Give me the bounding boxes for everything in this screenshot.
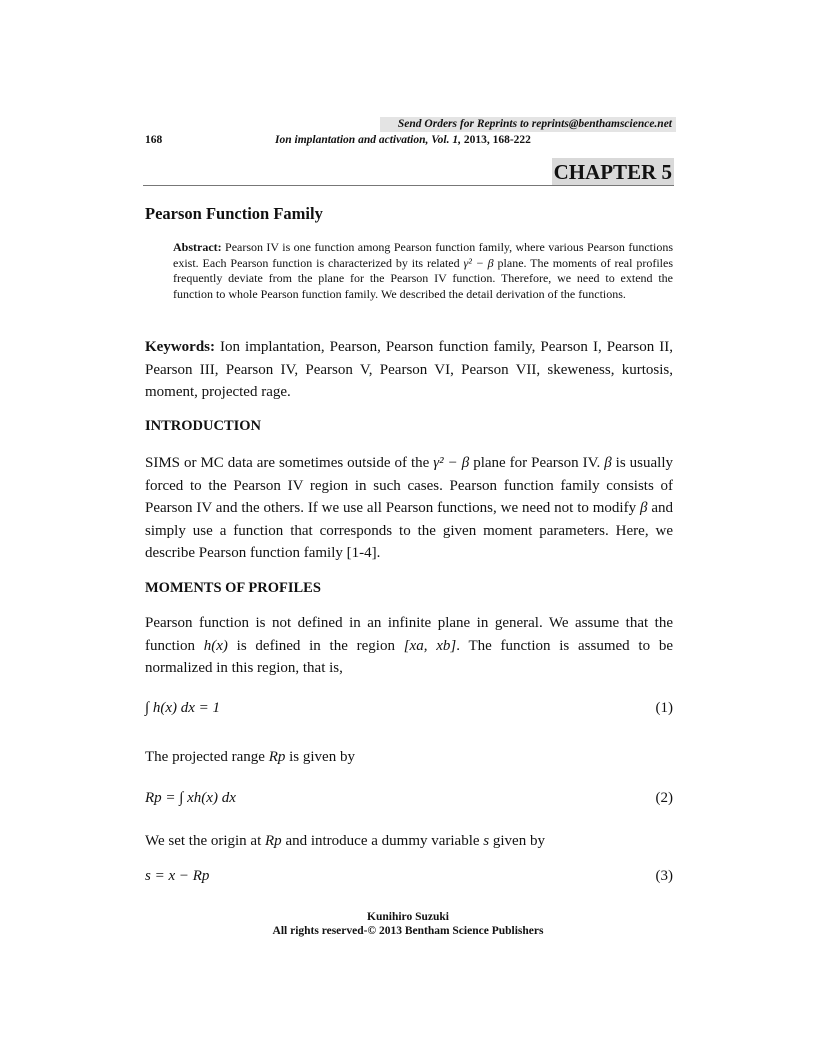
moments-p3-math-2: s [483, 833, 490, 849]
moments-text-b: is defined in the region [227, 637, 404, 654]
equation-3-body: s = x − Rp [145, 868, 210, 884]
journal-year-pages: 2013, 168-222 [460, 134, 531, 146]
intro-text-b: plane for Pearson IV. [469, 455, 605, 471]
intro-text-a: SIMS or MC data are sometimes outside of the [145, 455, 434, 471]
footer-author: Kunihiro Suzuki [367, 911, 449, 923]
moments-text-c: . The function is assumed to be normalized in this region, that is, [145, 637, 674, 676]
moments-p2-math: Rp [268, 749, 286, 765]
journal-name: Ion implantation and activation, Vol. 1, [275, 134, 461, 146]
equation-3-number: (3) [655, 868, 673, 884]
moments-p3-text-b: and introduce a dummy variable [281, 833, 484, 849]
keywords-label: Keywords: [145, 339, 215, 355]
abstract [173, 240, 673, 302]
moments-paragraph-3 [145, 830, 673, 853]
intro-math-2: β [604, 455, 612, 471]
intro-text-d: and simply use a function that corresponds to the given moment parameters. Here, we describe Pearson function family [1-4]. [145, 500, 673, 561]
moments-text-a: Pearson function is not defined in an infinite plane in general. We assume that the function [145, 615, 673, 654]
chapter-label: CHAPTER 5 [553, 160, 672, 184]
moments-paragraph-1 [145, 612, 673, 680]
introduction-paragraph [145, 452, 673, 565]
moments-paragraph-2 [145, 746, 673, 769]
abstract-math: γ² − β [463, 255, 494, 270]
journal-citation [275, 134, 531, 146]
equation-2-number: (2) [655, 790, 673, 806]
intro-text-c: is usually forced to the Pearson IV region in such cases. Pearson function family consists of Pearson IV and the others. If we use all Pearson functions, we need not to modify [145, 455, 673, 516]
keywords [145, 336, 673, 404]
moments-p3-text-a: We set the origin at [145, 833, 266, 849]
moments-math-1: h(x) [203, 637, 228, 654]
moments-p3-math-1: Rp [265, 833, 282, 849]
abstract-label: Abstract: [173, 240, 222, 254]
intro-math-3: β [639, 500, 648, 516]
moments-math-2: [xa, xb] [403, 637, 457, 654]
equation-1-number: (1) [655, 700, 673, 716]
page-number: 168 [145, 134, 163, 146]
section-heading-moments: MOMENTS OF PROFILES [145, 580, 321, 596]
reprint-note: Send Orders for Reprints to reprints@benthamscience.net [380, 117, 676, 132]
moments-p2-text-b: is given by [285, 749, 355, 765]
moments-p3-text-c: given by [489, 833, 545, 849]
equation-2-body: Rp = ∫ xh(x) dx [145, 790, 236, 806]
equation-1 [145, 700, 673, 730]
abstract-text-b: plane. The moments of real profiles frequently deviate from the plane for the Pearson IV function. Therefore, we need to extend the function to whole Pearson function family. We described the detail derivation of the functions. [173, 255, 673, 301]
moments-p2-text-a: The projected range [145, 749, 269, 765]
intro-math-1: γ² − β [433, 455, 470, 471]
equation-2 [145, 790, 673, 820]
chapter-title: Pearson Function Family [145, 204, 323, 223]
equation-3 [145, 868, 673, 898]
abstract-text-a: Pearson IV is one function among Pearson function family, where various Pearson functions exist. Each Pearson function is characterized by its related [173, 240, 673, 270]
keywords-text: Ion implantation, Pearson, Pearson function family, Pearson I, Pearson II, Pearson III, Pearson IV, Pearson V, Pearson VI, Pearson VII, skeweness, kurtosis, moment, projected rage. [145, 339, 673, 400]
footer-rights: All rights reserved-© 2013 Bentham Science Publishers [272, 925, 544, 937]
header-rule [143, 185, 674, 186]
equation-1-body: ∫ h(x) dx = 1 [145, 700, 221, 716]
section-heading-introduction: INTRODUCTION [145, 418, 262, 434]
